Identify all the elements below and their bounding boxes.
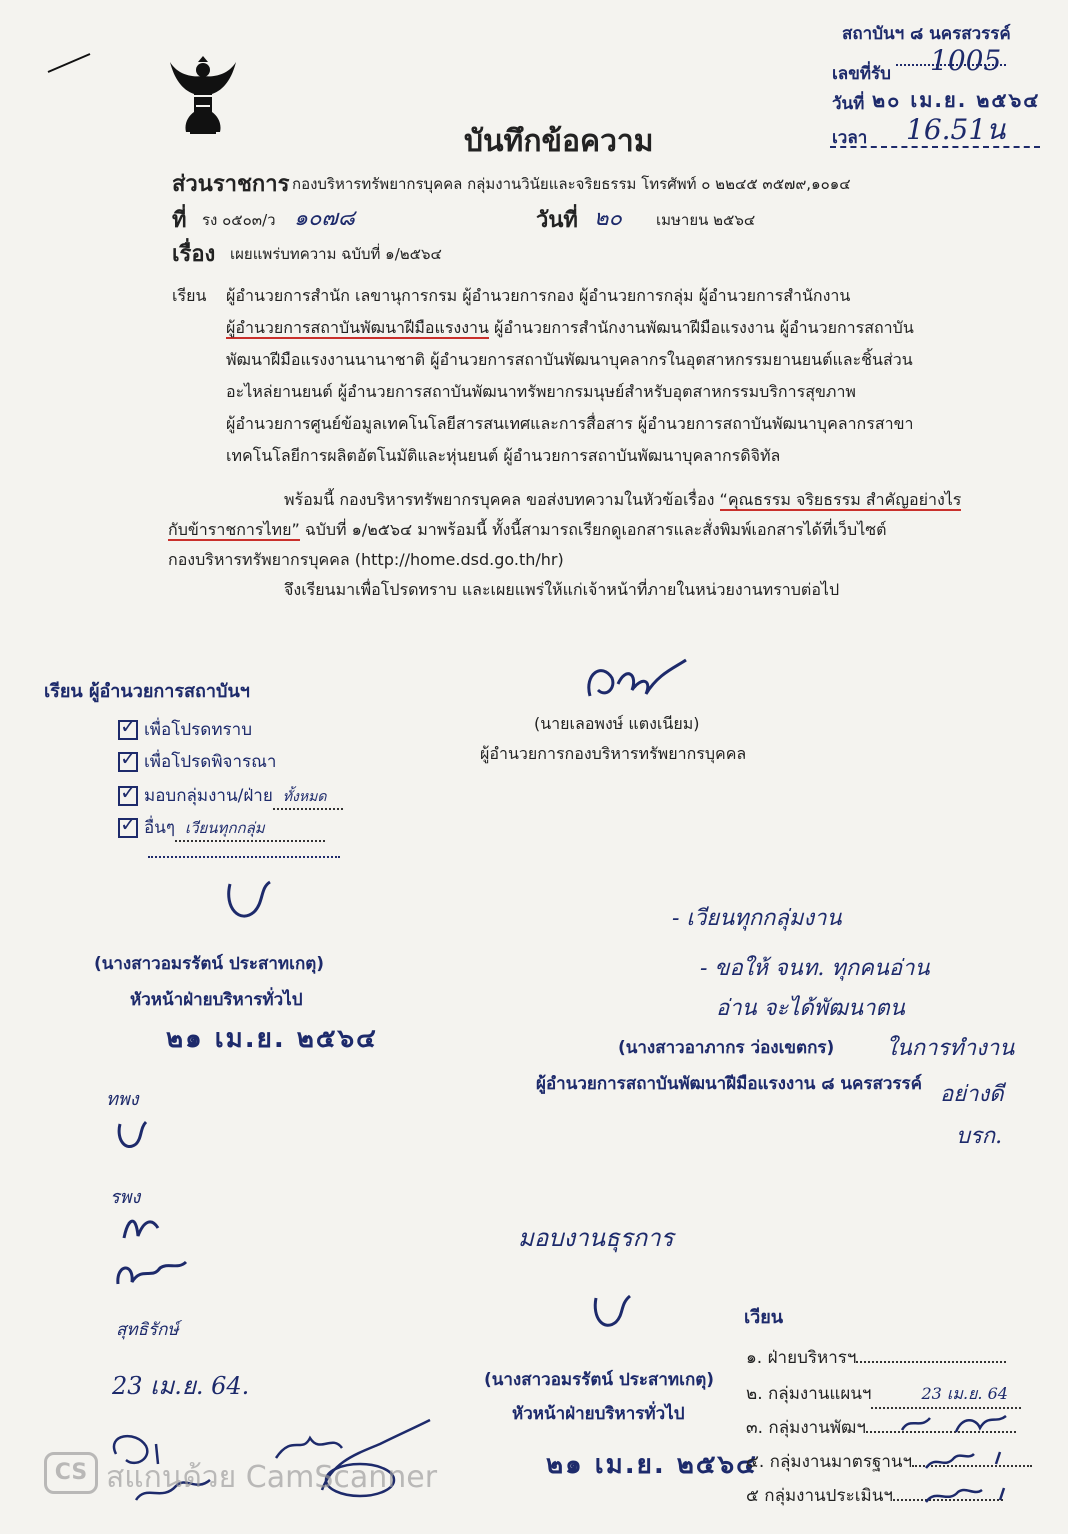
- para1-text-b: “คุณธรรม จริยธรรม สำคัญอย่างไร: [719, 490, 962, 509]
- para1-text-d: ฉบับที่ ๑/๒๕๖๔ มาพร้อมนี้ ทั้งนี้สามารถเรียกดูเอกสารและสั่งพิมพ์เอกสารได้ที่เว็บไซต์: [299, 520, 887, 539]
- para1-line1: [284, 484, 961, 516]
- date-value: เมษายน ๒๕๖๔: [656, 211, 756, 229]
- subject-label: เรื่อง: [172, 242, 216, 267]
- to-line-1: ผู้อำนวยการสำนัก เลขานุการกรม ผู้อำนวยการกอง ผู้อำนวยการกลุ่ม ผู้อำนวยการสำนักงาน: [226, 286, 851, 305]
- checkbox-icon: [118, 752, 138, 772]
- head-name-1: (นางสาวอมรรัตน์ ประสาทเกตุ): [94, 954, 325, 974]
- dept-label: ส่วนราชการ: [172, 172, 290, 197]
- memo-title: บันทึกข้อความ: [464, 124, 654, 159]
- head-title-1: หัวหน้าฝ่ายบริหารทั่วไป: [130, 990, 303, 1010]
- hand-mark-1: [112, 1118, 152, 1158]
- stamp-underline: [830, 146, 1040, 148]
- checkbox-icon: [118, 786, 138, 806]
- hand-left-3: สุทธิรักษ์: [116, 1320, 179, 1340]
- to-line-6: เทคโนโลยีการผลิตอัตโนมัติและหุ่นยนต์ ผู้อำนวยการสถาบันพัฒนาบุคลากรดิจิทัล: [226, 446, 781, 465]
- circ-2: ๒. กลุ่มงานแผนฯ 23 เม.ย. 64: [746, 1380, 1021, 1409]
- stamp-time-label: เวลา: [832, 128, 868, 148]
- stamp-date-label: วันที่: [832, 94, 865, 114]
- hand-left-2: รพง: [110, 1187, 141, 1208]
- note-3: อ่าน จะได้พัฒนาตน: [716, 996, 905, 1021]
- checkbox-icon: [118, 818, 138, 838]
- note-4: ในการทำงาน: [886, 1036, 1015, 1061]
- signer-title: ผู้อำนวยการกองบริหารทรัพยากรบุคคล: [480, 744, 747, 763]
- routing-divider: [148, 856, 340, 858]
- para1-text-a: พร้อมนี้ กองบริหารทรัพยากรบุคคล ขอส่งบทความในหัวข้อเรื่อง: [284, 490, 720, 509]
- hand-center: มอบงานธุรการ: [518, 1224, 674, 1252]
- stamp-time-value: 16.51น: [906, 113, 1006, 146]
- to-line-5: ผู้อำนวยการศูนย์ข้อมูลเทคโนโลยีสารสนเทศและการสื่อสาร ผู้อำนวยการสถาบันพัฒนาบุคลากรสาขา: [226, 414, 914, 433]
- routing-to: เรียน ผู้อำนวยการสถาบันฯ: [44, 681, 250, 702]
- to-line-2: [226, 312, 914, 344]
- pen-mark: [44, 50, 94, 78]
- garuda-emblem: [168, 56, 238, 136]
- para1-text-c: กับข้าราชการไทย”: [168, 520, 300, 539]
- head-name-2: (นางสาวอมรรัตน์ ประสาทเกตุ): [484, 1370, 715, 1390]
- camscanner-watermark-text: สแกนด้วย CamScanner: [106, 1460, 438, 1495]
- routing-opt3: ✓มอบกลุ่มงาน/ฝ่าย ทั้งหมด: [118, 782, 343, 810]
- hand-mark-2: [118, 1208, 162, 1244]
- checkbox-icon: [118, 720, 138, 740]
- note-1: - เวียนทุกกลุ่มงาน: [672, 906, 842, 931]
- to-line-4: อะไหล่ยานยนต์ ผู้อำนวยการสถาบันพัฒนาทรัพยากรมนุษย์สำหรับอุตสาหกรรมบริการสุขภาพ: [226, 382, 856, 401]
- hand-left-date: 23 เม.ย. 64.: [112, 1372, 250, 1400]
- no-value: รง ๐๕๐๓/ว: [202, 211, 276, 229]
- routing-opt4: ✓อื่นๆ เวียนทุกกลุ่ม: [118, 814, 325, 842]
- hand-left-1: ทพง: [106, 1089, 139, 1110]
- circ-4: ๔. กลุ่มงานมาตรฐานฯ: [746, 1448, 1032, 1475]
- circ-1: ๑. ฝ่ายบริหารฯ: [746, 1344, 1006, 1371]
- director-name: (นางสาวอาภากร ว่องเขตกร): [618, 1038, 835, 1058]
- circ-title: เวียน: [744, 1307, 784, 1328]
- para2: จึงเรียนมาเพื่อโปรดทราบ และเผยแพร่ให้แก่เจ้าหน้าที่ภายในหน่วยงานทราบต่อไป: [284, 580, 840, 599]
- circ-initials: [896, 1404, 1036, 1516]
- circ-3: ๓. กลุ่มงานพัฒฯ: [746, 1414, 1016, 1441]
- head-signature-2: [588, 1292, 638, 1336]
- routing-opt3-fill: ทั้งหมด: [273, 786, 343, 810]
- stamp-org: สถาบันฯ ๘ นครสวรรค์: [842, 24, 1011, 44]
- routing-opt4-fill: เวียนทุกกลุ่ม: [175, 816, 325, 842]
- to-line-2-underlined: ผู้อำนวยการสถาบันพัฒนาฝีมือแรงงาน: [226, 318, 489, 337]
- circ-5: ๕ กลุ่มงานประเมินฯ: [746, 1482, 1003, 1509]
- no-label: ที่: [172, 208, 187, 233]
- date-label: วันที่: [536, 208, 578, 233]
- head-date-1: ๒๑ เม.ย. ๒๕๖๔: [166, 1024, 378, 1054]
- note-6: บรก.: [956, 1124, 1003, 1149]
- para1-line3: กองบริหารทรัพยากรบุคคล (http://home.dsd.go.th/hr): [168, 550, 564, 569]
- director-title: ผู้อำนวยการสถาบันพัฒนาฝีมือแรงงาน ๘ นครสวรรค์: [536, 1074, 923, 1094]
- stamp-date-value: ๒๐ เม.ย. ๒๕๖๔: [872, 88, 1041, 112]
- signer-name: (นายเลอพงษ์ แตงเนียม): [534, 714, 700, 733]
- to-label: เรียน: [172, 286, 207, 305]
- to-line-3: พัฒนาฝีมือแรงงานนานาชาติ ผู้อำนวยการสถาบันพัฒนาบุคลากรในอุตสาหกรรมยานยนต์และชิ้นส่วน: [226, 350, 913, 369]
- subject-value: เผยแพร่บทความ ฉบับที่ ๑/๒๕๖๔: [230, 245, 442, 263]
- dept-value: กองบริหารทรัพยากรบุคคล กลุ่มงานวินัยและจริยธรรม โทรศัพท์ ๐ ๒๒๔๕ ๓๕๗๙,๑๐๑๔: [292, 175, 851, 193]
- routing-opt1: ✓เพื่อโปรดทราบ: [118, 716, 252, 743]
- note-5: อย่างดี: [940, 1082, 1004, 1107]
- head-title-2: หัวหน้าฝ่ายบริหารทั่วไป: [512, 1404, 685, 1424]
- to-line-2-rest: ผู้อำนวยการสำนักงานพัฒนาฝีมือแรงงาน ผู้อำนวยการสถาบัน: [488, 318, 914, 337]
- para1-line2: [168, 514, 886, 546]
- head-signature-1: [220, 878, 280, 930]
- stamp-receipt-no: 1005: [930, 44, 1002, 77]
- head-date-2: ๒๑ เม.ย. ๒๕๖๔: [546, 1450, 758, 1480]
- note-2: - ขอให้ จนท. ทุกคนอ่าน: [700, 956, 930, 981]
- director-signature: [582, 654, 692, 710]
- camscanner-logo-icon: CS: [44, 1452, 98, 1494]
- stamp-receipt-label: เลขที่รับ: [832, 64, 891, 84]
- routing-opt2: ✓เพื่อโปรดพิจารณา: [118, 748, 276, 775]
- date-hand: ๒๐: [594, 206, 622, 231]
- no-hand: ๑๐๗๘: [294, 206, 355, 231]
- hand-mark-3: [112, 1256, 192, 1292]
